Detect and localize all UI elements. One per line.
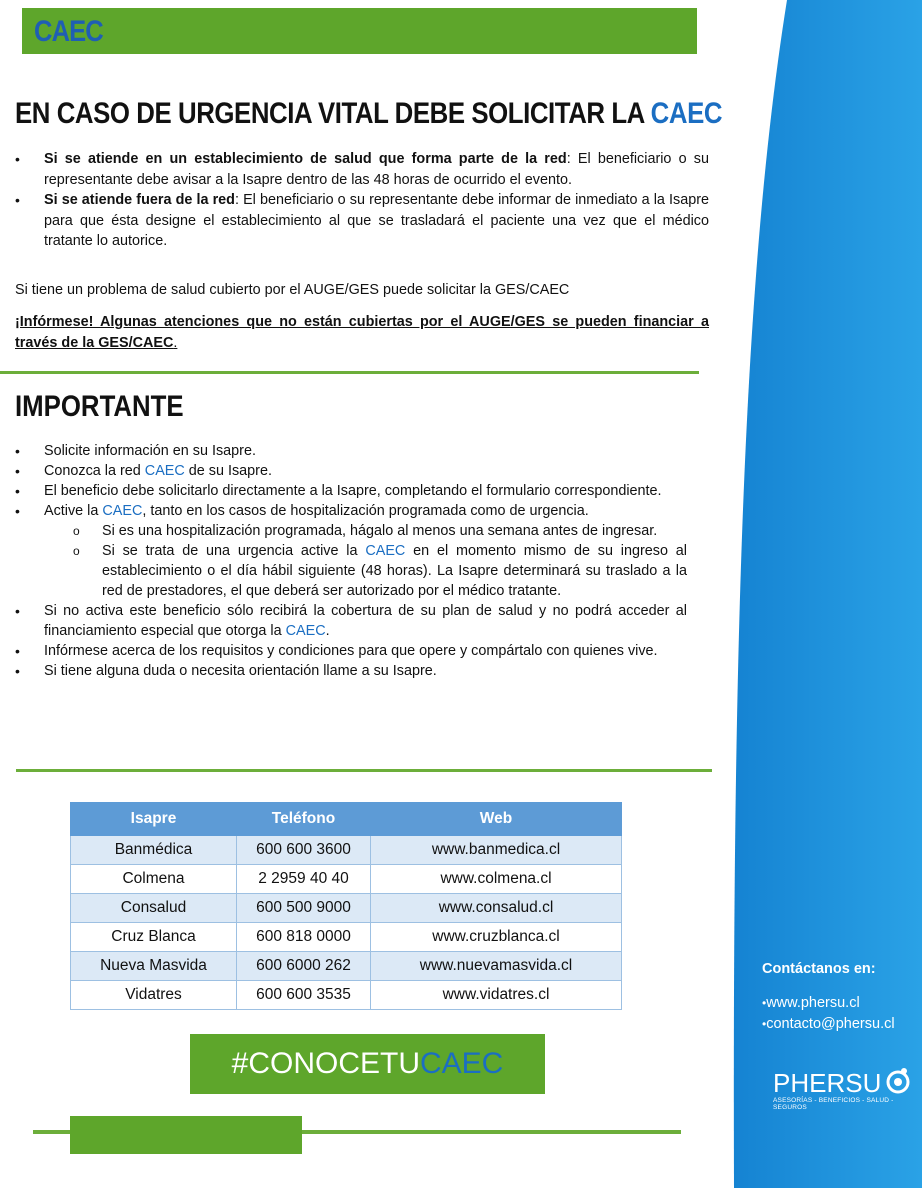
informese-note-end: .: [173, 334, 178, 351]
list-item: • El beneficio debe solicitarlo directamente a la Isapre, completando el formulario correspondiente.: [15, 481, 687, 501]
contact-list: [762, 993, 895, 1035]
section1-title: [15, 97, 722, 131]
section2-title: IMPORTANTE: [15, 390, 184, 423]
isapre-name: Cruz Blanca: [71, 923, 237, 952]
isapre-name: Vidatres: [71, 981, 237, 1010]
section1-title-prefix: EN CASO DE URGENCIA VITAL DEBE SOLICITAR LA: [15, 97, 651, 130]
section2-list: [15, 441, 687, 681]
contact-email-link[interactable]: • contacto@phersu.cl: [762, 1014, 895, 1035]
footer-block: [70, 1116, 302, 1154]
caec-accent: CAEC: [365, 543, 406, 559]
list-item-text: : El beneficiario o su representante debe avisar a la Isapre dentro de las 48 horas de ocurrido el evento.: [44, 151, 709, 188]
isapre-phone: 600 600 3535: [237, 981, 371, 1010]
header-title: CAEC: [34, 15, 103, 48]
table-row: [71, 923, 622, 952]
table-row: [71, 836, 622, 865]
phersu-logo: [773, 1068, 922, 1111]
contact-title: Contáctanos en:: [762, 961, 876, 977]
list-item: [15, 501, 687, 521]
informese-note-text: ¡Infórmese! Algunas atenciones que no están cubiertas por el AUGE/GES se pueden financiar a través de la GES/CAEC: [15, 314, 709, 351]
list-item: • Si tiene alguna duda o necesita orientación llame a su Isapre.: [15, 661, 687, 681]
header-bar: [22, 8, 697, 54]
table-row: [71, 952, 622, 981]
isapre-table: [70, 802, 622, 1010]
list-item: [15, 149, 709, 190]
section1-title-accent: CAEC: [650, 97, 723, 130]
auge-text: Si tiene un problema de salud cubierto por el AUGE/GES puede solicitar la GES/CAEC: [15, 282, 570, 298]
isapre-phone: 600 6000 262: [237, 952, 371, 981]
caec-accent: CAEC: [144, 463, 185, 479]
list-item-text: .: [325, 623, 330, 639]
list-item: • Solicite información en su Isapre.: [15, 441, 687, 461]
isapre-phone: 2 2959 40 40: [237, 865, 371, 894]
list-item-bold: Si se atiende en un establecimiento de salud que forma parte de la red: [44, 151, 567, 167]
isapre-name: Consalud: [71, 894, 237, 923]
hashtag-part1: #CONOCETU: [231, 1047, 420, 1080]
isapre-phone: 600 818 0000: [237, 923, 371, 952]
isapre-web[interactable]: www.nuevamasvida.cl: [371, 952, 622, 981]
table-header: Teléfono: [237, 803, 371, 836]
list-item-text: en el momento mismo de su ingreso al establecimiento o el día hábil siguiente (48 horas). La Isapre determinará su traslado a la red de prestadores, el que deberá ser autorizado por el médico tratante.: [102, 543, 687, 599]
separator-line: [16, 769, 712, 772]
logo-tagline: ASESORÍAS - BENEFICIOS - SALUD - SEGUROS: [773, 1097, 894, 1111]
caec-accent: CAEC: [285, 623, 326, 639]
hashtag-banner: [190, 1034, 545, 1094]
isapre-web[interactable]: www.banmedica.cl: [371, 836, 622, 865]
table-header-row: [71, 803, 622, 836]
isapre-phone: 600 500 9000: [237, 894, 371, 923]
table-row: [71, 894, 622, 923]
list-item-text: de su Isapre.: [184, 463, 272, 479]
list-item-text: Active la: [44, 503, 103, 519]
caec-accent: CAEC: [102, 503, 143, 519]
section1-list: [15, 149, 709, 252]
list-item-text: Conozca la red: [44, 463, 145, 479]
list-item: [15, 190, 709, 252]
list-item: • Infórmese acerca de los requisitos y condiciones para que opere y compártalo con quienes vive.: [15, 641, 687, 661]
logo-word: PHERSU: [773, 1068, 882, 1098]
table-header: Web: [371, 803, 622, 836]
contact-website-link[interactable]: • www.phersu.cl: [762, 993, 895, 1014]
sub-list-item: [15, 541, 687, 601]
list-item: [15, 461, 687, 481]
table-row: [71, 981, 622, 1010]
isapre-web[interactable]: www.vidatres.cl: [371, 981, 622, 1010]
table-header: Isapre: [71, 803, 237, 836]
list-item-text: Si no activa este beneficio sólo recibirá la cobertura de su plan de salud y no podrá acceder al financiamiento especial que otorga la: [44, 603, 687, 639]
logo-swirl-icon: [882, 1066, 912, 1096]
isapre-name: Colmena: [71, 865, 237, 894]
isapre-name: Banmédica: [71, 836, 237, 865]
isapre-phone: 600 600 3600: [237, 836, 371, 865]
separator-line: [0, 371, 699, 374]
table-row: [71, 865, 622, 894]
isapre-web[interactable]: www.colmena.cl: [371, 865, 622, 894]
list-item-text: Si se trata de una urgencia active la: [102, 543, 366, 559]
isapre-name: Nueva Masvida: [71, 952, 237, 981]
hashtag-part2: CAEC: [420, 1047, 504, 1080]
list-item-text: : El beneficiario o su representante debe informar de inmediato a la Isapre para que ésta designe el establecimiento al que se trasladará el paciente una vez que el médico tratante lo autorice.: [44, 192, 709, 249]
informese-note: [15, 312, 709, 353]
list-item-bold: Si se atiende fuera de la red: [44, 192, 235, 208]
isapre-web[interactable]: www.consalud.cl: [371, 894, 622, 923]
list-item-text: , tanto en los casos de hospitalización programada como de urgencia.: [142, 503, 589, 519]
isapre-web[interactable]: www.cruzblanca.cl: [371, 923, 622, 952]
sub-list-item: o Si es una hospitalización programada, hágalo al menos una semana antes de ingresar.: [15, 521, 687, 541]
list-item: [15, 601, 687, 641]
